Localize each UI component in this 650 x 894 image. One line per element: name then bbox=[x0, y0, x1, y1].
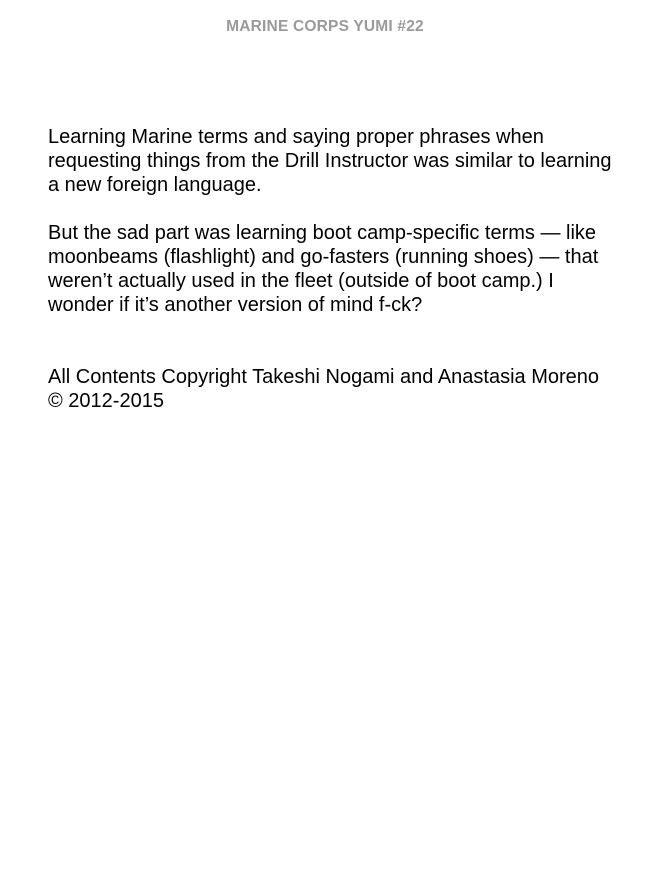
article-body bbox=[48, 125, 613, 413]
paragraph-boot-camp-terms: But the sad part was learning boot camp-specific terms — like moonbeams (flashlight) and go-fasters (running shoes) — that weren’t actually used in the fleet (outside of boot camp.) I wonder if it’s another version of mind f-ck? bbox=[48, 222, 599, 316]
page-title: MARINE CORPS YUMI #22 bbox=[226, 18, 424, 35]
paragraph-intro: Learning Marine terms and saying proper phrases when requesting things from the Drill Instructor was similar to learning a new foreign language. bbox=[48, 126, 612, 196]
copyright-notice: All Contents Copyright Takeshi Nogami and Anastasia Moreno © 2012-2015 bbox=[48, 366, 600, 412]
